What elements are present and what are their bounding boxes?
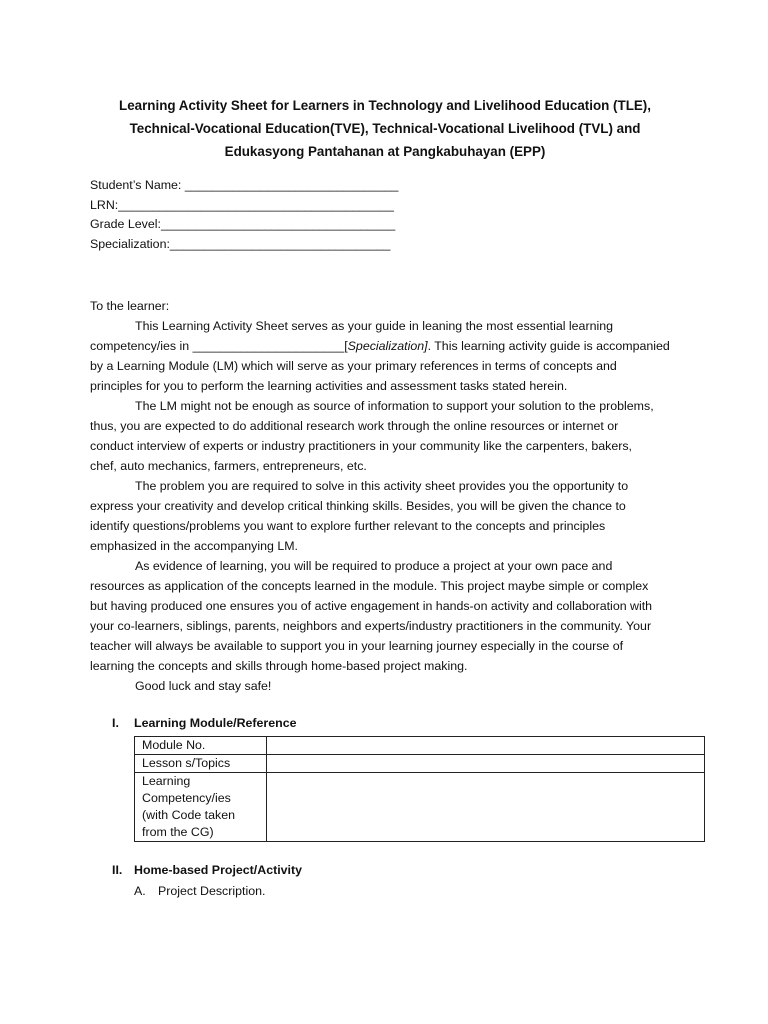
letter-text-line: emphasized in the accompanying LM. xyxy=(90,539,299,553)
letter-text-line: chef, auto mechanics, farmers, entrepreneurs, etc. xyxy=(90,459,367,473)
letter-text-line: The LM might not be enough as source of information to support your solution to the problems, xyxy=(135,399,654,413)
label-line: from the CG) xyxy=(142,825,214,839)
section-number: II. xyxy=(112,863,123,877)
letter-text-line: conduct interview of experts or industry practitioners in your community like the carpenters, bakers, xyxy=(90,439,632,453)
learning-module-table xyxy=(134,736,705,842)
label-line: Competency/ies xyxy=(142,791,231,805)
subsection-number: A. xyxy=(134,884,146,898)
title-line-1: Learning Activity Sheet for Learners in Technology and Livelihood Education (TLE), xyxy=(119,98,651,113)
grade-level-field: Grade Level:__________________________________ xyxy=(90,217,396,231)
letter-closing: Good luck and stay safe! xyxy=(135,679,272,693)
letter-text-line: your co-learners, siblings, parents, neighbors and experts/industry practitioners in the community. Your xyxy=(90,619,652,633)
learner-letter xyxy=(90,296,680,696)
letter-text-line xyxy=(90,336,680,356)
specialization-placeholder: Specialization] xyxy=(347,339,428,353)
table-row xyxy=(135,737,705,755)
letter-text-line: identify questions/problems you want to explore further relevant to the concepts and principles xyxy=(90,519,606,533)
letter-text-line: The problem you are required to solve in this activity sheet provides you the opportunity to xyxy=(135,479,629,493)
letter-text-line: but having produced one ensures you of active engagement in hands-on activity and collaboration with xyxy=(90,599,653,613)
table-cell-label: Module No. xyxy=(135,737,267,755)
specialization-field: Specialization:________________________________ xyxy=(90,236,391,251)
letter-text-line: by a Learning Module (LM) which will serve as your primary references in terms of concepts and xyxy=(90,359,617,373)
lesson-topics-value-cell xyxy=(267,755,705,773)
table-row xyxy=(135,773,705,842)
student-name-field: Student’s Name: _______________________________ xyxy=(90,178,399,192)
letter-text-line: As evidence of learning, you will be required to produce a project at your own pace and xyxy=(135,559,613,573)
letter-text-line: resources as application of the concepts learned in the module. This project maybe simple or complex xyxy=(90,579,649,593)
table-cell-label xyxy=(135,773,267,842)
module-no-value-cell xyxy=(267,737,705,755)
letter-text-line: express your creativity and develop critical thinking skills. Besides, you will be given the chance to xyxy=(90,499,626,513)
title-line-2: Technical-Vocational Education(TVE), Technical-Vocational Livelihood (TVL) and xyxy=(129,121,641,136)
letter-text: . This learning activity guide is accompanied xyxy=(427,339,670,353)
label-line: (with Code taken xyxy=(142,808,235,822)
title-line-3: Edukasyong Pantahanan at Pangkabuhayan (EPP) xyxy=(224,144,546,159)
lrn-field: LRN:________________________________________ xyxy=(90,197,394,212)
letter-text-line: principles for you to perform the learning activities and assessment tasks stated herein. xyxy=(90,379,568,393)
letter-text-line: learning the concepts and skills through home-based project making. xyxy=(90,659,468,673)
subsection-project-description xyxy=(134,884,265,898)
section-number: I. xyxy=(112,716,119,730)
label-line: Learning xyxy=(142,774,191,788)
letter-text-line: This Learning Activity Sheet serves as your guide in leaning the most essential learning xyxy=(135,319,613,333)
document-title xyxy=(90,94,680,163)
section-title: Home-based Project/Activity xyxy=(134,863,303,877)
section-heading-learning-module xyxy=(112,716,297,730)
competency-value-cell xyxy=(267,773,705,842)
table-row xyxy=(135,755,705,773)
student-info-fields xyxy=(90,176,398,254)
letter-salutation: To the learner: xyxy=(90,299,170,313)
letter-text-line: thus, you are expected to do additional research work through the online resources or internet or xyxy=(90,419,619,433)
section-heading-home-based-project xyxy=(112,863,302,877)
letter-text: competency/ies in ______________________[ xyxy=(90,339,348,353)
subsection-title: Project Description. xyxy=(158,884,266,898)
table-cell-label: Lesson s/Topics xyxy=(135,755,267,773)
letter-text-line: teacher will always be available to support you in your learning journey especially in the course of xyxy=(90,639,624,653)
section-title: Learning Module/Reference xyxy=(134,716,297,730)
